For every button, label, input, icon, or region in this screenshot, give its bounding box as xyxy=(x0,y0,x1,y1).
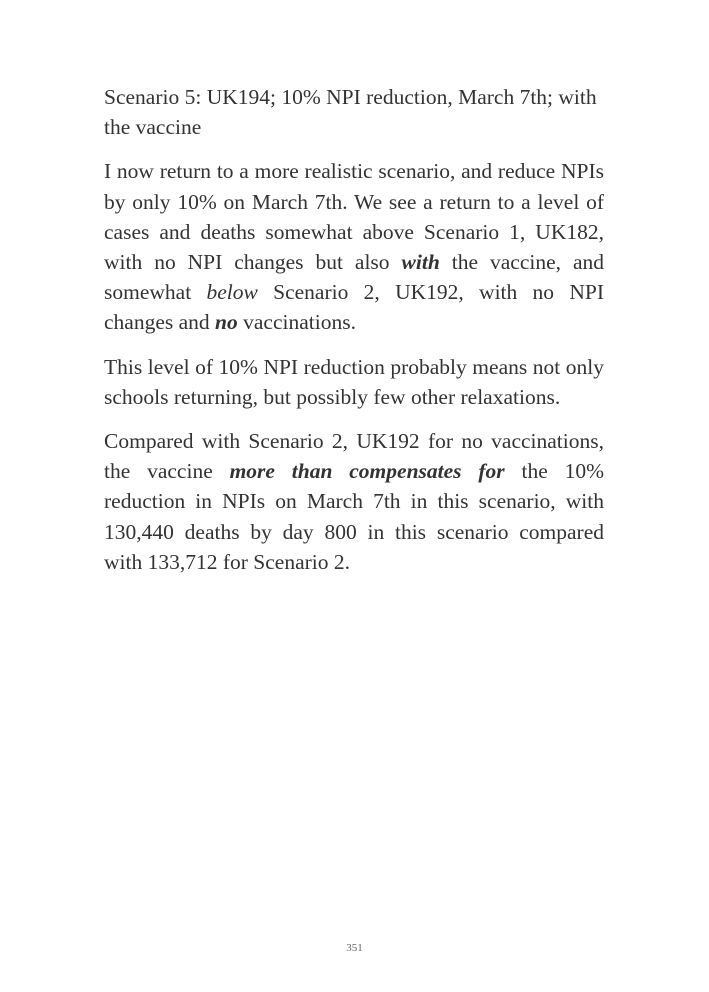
page-number: 351 xyxy=(346,942,363,954)
paragraph-1 xyxy=(104,156,604,337)
paragraph-3-text-c: the 10% reduction in NPIs on March 7th in this scenario, with 130,440 deaths by day 800 in this scenario compared with 133,712 for Scenario 2. xyxy=(104,459,604,574)
paragraph-2: This level of 10% NPI reduction probably means not only schools returning, but possibly few other relaxations. xyxy=(104,354,604,409)
emphasis-with: with xyxy=(401,250,440,275)
emphasis-more-than-compensates: more than compensates for xyxy=(229,459,505,484)
paragraph-3 xyxy=(104,426,604,577)
page-content xyxy=(104,82,604,591)
section-heading: Scenario 5: UK194; 10% NPI reduction, March 7th; with the vaccine xyxy=(104,85,597,140)
emphasis-below: below xyxy=(206,280,258,305)
paragraph-3-text-a: Compared with Scenario 2, UK192 for no vaccinations, the vaccine xyxy=(104,429,604,484)
paragraph-1-text-a: I now return to a more realistic scenario, and reduce NPIs by only 10% on March 7th. We see a return to a level of cases and deaths somewhat above Scenario 1, UK182, with no NPI changes but also xyxy=(104,159,604,275)
emphasis-no: no xyxy=(215,310,238,335)
paragraph-1-text-c: the vaccine, and somewhat xyxy=(104,250,605,305)
paragraph-1-text-e: Scenario 2, UK192, with no NPI changes and xyxy=(104,280,605,335)
paragraph-1-text-g: vaccinations. xyxy=(237,310,356,335)
